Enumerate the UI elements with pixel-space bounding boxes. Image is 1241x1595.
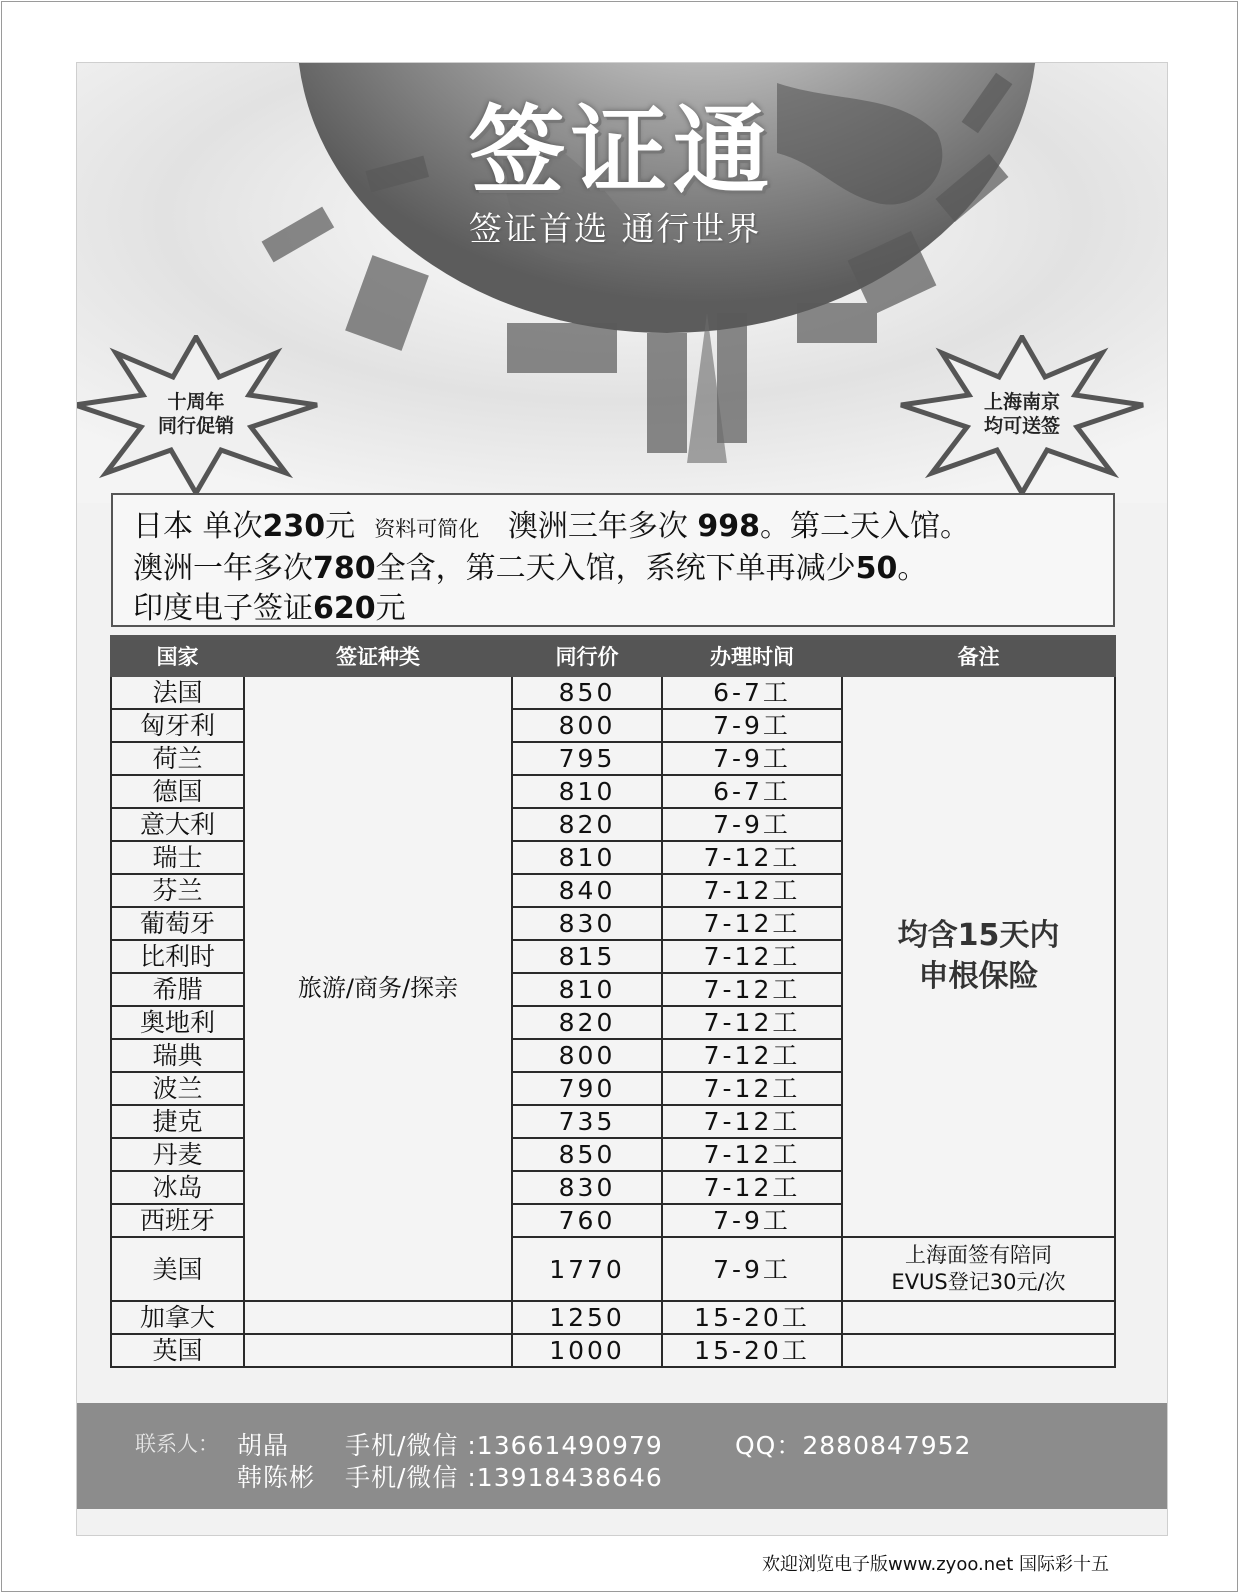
price-cell: 795 [512,742,662,775]
country-cell: 捷克 [111,1105,244,1138]
badge-left-line2: 同行促销 [157,415,234,437]
visa-price-table [110,635,1116,1368]
price-cell: 810 [512,775,662,808]
country-cell: 西班牙 [111,1204,244,1237]
price-cell: 820 [512,1006,662,1039]
time-cell: 7-12工 [662,841,842,874]
promo-price: 50 [855,551,898,586]
hero-title: 签证通 [469,95,775,207]
visa-type-cell-empty [244,1334,512,1367]
time-cell: 7-9工 [662,709,842,742]
table-row [111,676,1115,709]
contact-footer [77,1403,1168,1509]
promo-note: 资料可简化 [374,517,480,541]
column-header-remarks: 备注 [842,636,1115,676]
promo-price: 620 [313,591,376,626]
contact-label: 联系人： [135,1432,219,1456]
promo-text: 全含，第二天入馆，系统下单再减少 [375,551,856,586]
country-cell: 希腊 [111,973,244,1006]
time-cell: 15-20工 [662,1301,842,1334]
time-cell: 7-12工 [662,1138,842,1171]
price-cell: 840 [512,874,662,907]
price-cell: 800 [512,1039,662,1072]
country-cell: 丹麦 [111,1138,244,1171]
time-cell: 7-12工 [662,874,842,907]
contact2-phone: 手机/微信 :13918438646 [345,1463,663,1492]
country-cell: 意大利 [111,808,244,841]
price-cell: 815 [512,940,662,973]
qq-number: QQ：2880847952 [735,1431,972,1460]
publication-credit: 欢迎浏览电子版www.zyoo.net 国际彩十五 [762,1554,1110,1575]
table-header-row [111,636,1115,676]
country-cell: 英国 [111,1334,244,1367]
country-cell: 比利时 [111,940,244,973]
country-cell: 芬兰 [111,874,244,907]
remark-line: EVUS登记30元/次 [891,1270,1066,1294]
time-cell: 7-9工 [662,742,842,775]
country-cell: 法国 [111,676,244,709]
promo-price: 780 [313,551,376,586]
price-cell: 850 [512,676,662,709]
visa-type-cell-empty [244,1301,512,1334]
poster [76,62,1168,1536]
remark-line: 申根保险 [918,958,1039,994]
promo-line-australia-one-year [133,549,1093,589]
country-cell: 美国 [111,1237,244,1301]
price-cell: 1770 [512,1237,662,1301]
badge-right-line1: 上海南京 [983,391,1060,414]
country-cell: 荷兰 [111,742,244,775]
column-header-processing-time: 办理时间 [662,636,842,676]
price-cell: 830 [512,1171,662,1204]
country-cell: 波兰 [111,1072,244,1105]
time-cell: 6-7工 [662,775,842,808]
price-cell: 800 [512,709,662,742]
country-cell: 瑞士 [111,841,244,874]
country-cell: 瑞典 [111,1039,244,1072]
time-cell: 6-7工 [662,676,842,709]
country-cell: 加拿大 [111,1301,244,1334]
promo-text: 澳洲一年多次 [133,551,313,586]
time-cell: 7-9工 [662,1237,842,1301]
time-cell: 7-12工 [662,907,842,940]
country-cell: 德国 [111,775,244,808]
time-cell: 7-12工 [662,1171,842,1204]
promo-text: 。 [897,551,928,586]
time-cell: 7-12工 [662,1039,842,1072]
table-row [111,1334,1115,1367]
remark-schengen-insurance [842,676,1115,1237]
promo-line-japan-australia [133,507,1093,549]
time-cell: 7-12工 [662,973,842,1006]
promo-line-india [133,589,1093,629]
time-cell: 7-12工 [662,940,842,973]
country-cell: 冰岛 [111,1171,244,1204]
starburst-badge-left [76,335,321,495]
price-cell: 760 [512,1204,662,1237]
promo-text: 元 [375,591,406,626]
time-cell: 7-9工 [662,808,842,841]
starburst-badge-right [897,335,1147,495]
promo-price: 998 [697,509,761,544]
remark-line: 上海面签有陪同 [905,1242,1052,1267]
time-cell: 7-12工 [662,1006,842,1039]
time-cell: 7-12工 [662,1105,842,1138]
price-cell: 820 [512,808,662,841]
contact1-phone: 手机/微信 :13661490979 [345,1431,663,1460]
price-cell: 790 [512,1072,662,1105]
country-cell: 奥地利 [111,1006,244,1039]
price-cell: 1250 [512,1301,662,1334]
promo-text: 印度电子签证 [133,591,313,626]
promo-text: 澳洲三年多次 [507,509,698,544]
promo-text: 元 [325,509,356,544]
column-header-country: 国家 [111,636,244,676]
badge-right-line2: 均可送签 [983,415,1060,437]
visa-type-cell: 旅游/商务/探亲 [244,676,512,1301]
price-cell: 810 [512,841,662,874]
badge-left-line1: 十周年 [167,391,225,414]
time-cell: 7-9工 [662,1204,842,1237]
country-cell: 匈牙利 [111,709,244,742]
remark-us [842,1237,1115,1301]
country-cell: 葡萄牙 [111,907,244,940]
table-row [111,1301,1115,1334]
price-cell: 830 [512,907,662,940]
remark-cell-empty [842,1301,1115,1334]
price-cell: 810 [512,973,662,1006]
contact2-name: 韩陈彬 [237,1463,316,1492]
hero-subtitle: 签证首选 通行世界 [469,209,762,248]
remark-cell-empty [842,1334,1115,1367]
promo-box [111,493,1115,627]
price-cell: 850 [512,1138,662,1171]
promo-text: 。第二天入馆。 [760,509,971,544]
price-cell: 1000 [512,1334,662,1367]
price-cell: 735 [512,1105,662,1138]
time-cell: 15-20工 [662,1334,842,1367]
column-header-price: 同行价 [512,636,662,676]
promo-text: 日本 单次 [133,509,263,544]
promo-price: 230 [262,509,326,544]
contact1-name: 胡晶 [237,1431,290,1460]
column-header-visa-type: 签证种类 [244,636,512,676]
remark-line: 均含15天内 [897,918,1060,953]
time-cell: 7-12工 [662,1072,842,1105]
